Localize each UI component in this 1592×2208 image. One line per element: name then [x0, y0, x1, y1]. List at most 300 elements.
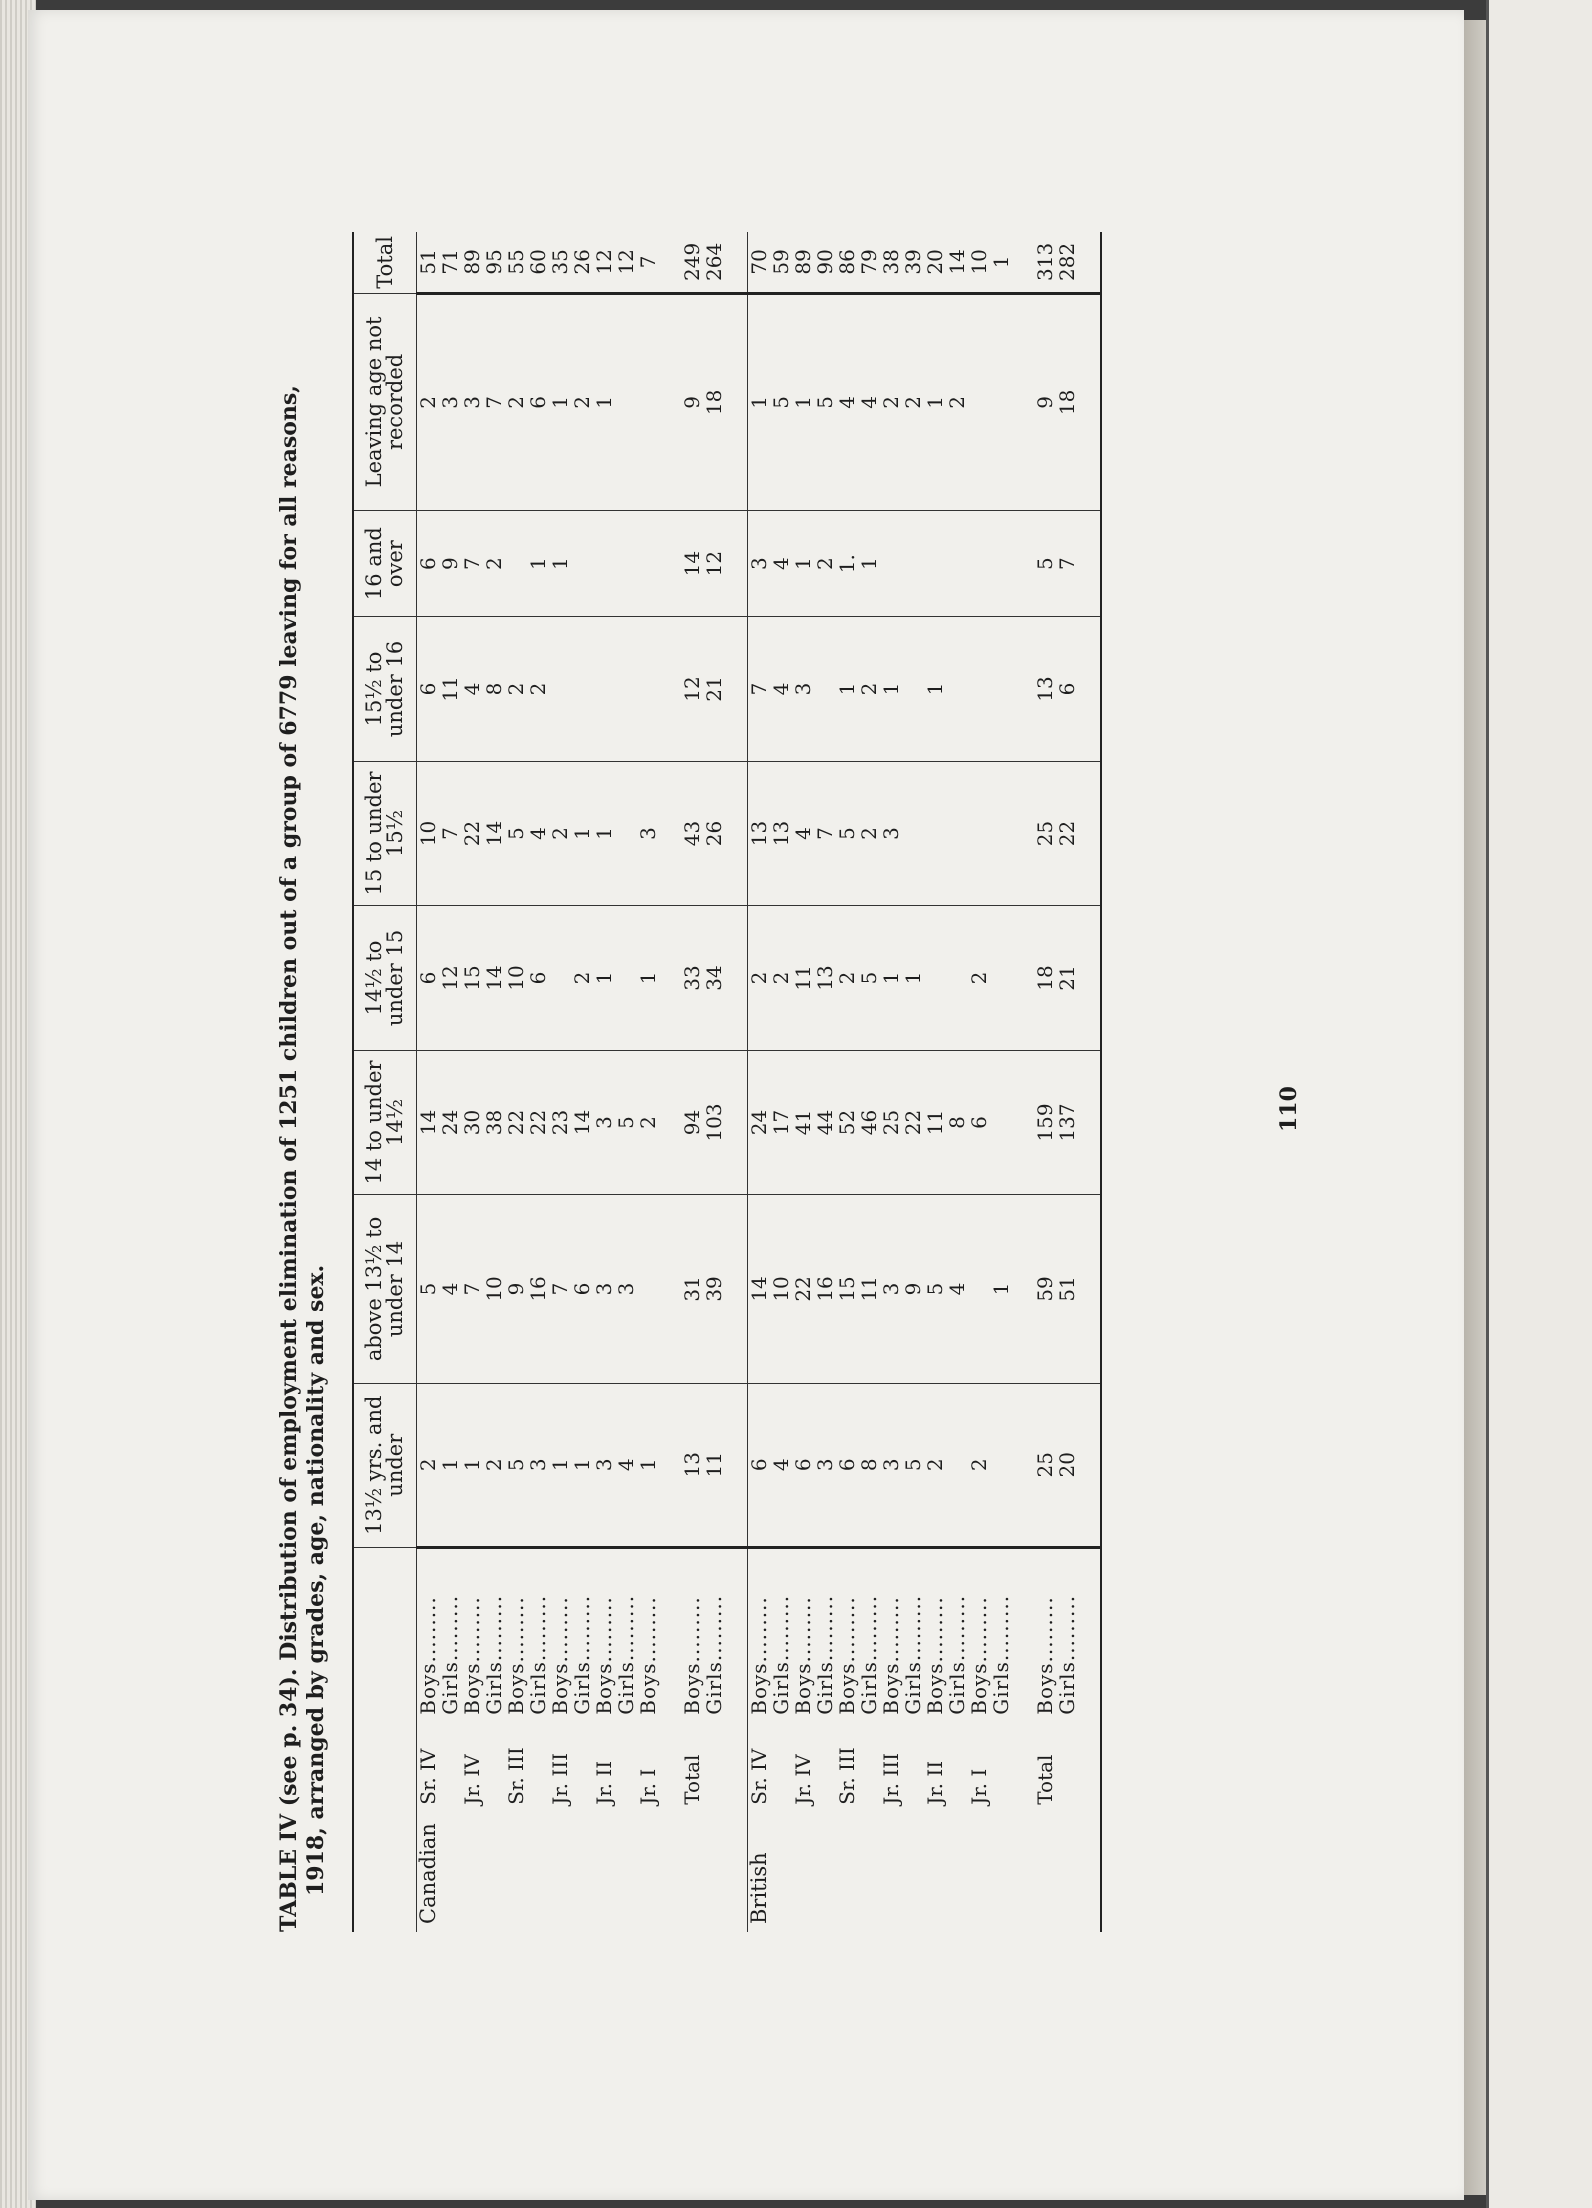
sex-label: Boys.........	[460, 1596, 484, 1715]
count-cell: 18	[1056, 293, 1078, 510]
spacer-cell	[1012, 1195, 1034, 1383]
count-cell: 14	[571, 1050, 593, 1195]
count-cell: 2	[858, 617, 880, 762]
table-row	[792, 232, 814, 1932]
count-cell: 20	[1056, 1383, 1078, 1547]
spacer-cell	[725, 761, 748, 906]
count-cell: 3	[615, 1195, 637, 1383]
sex-label: Girls.........	[482, 1594, 506, 1715]
count-cell: 6	[571, 1195, 593, 1383]
count-cell: 1	[748, 293, 771, 510]
table-row	[748, 232, 771, 1932]
table-row	[505, 232, 527, 1932]
count-cell: 7	[461, 1195, 483, 1383]
count-cell: 3	[461, 293, 483, 510]
count-cell: 4	[770, 617, 792, 762]
grade-label: Jr. III	[879, 1752, 903, 1805]
count-cell	[946, 617, 968, 762]
spacer-cell	[659, 293, 681, 510]
spacer-cell	[1078, 511, 1101, 617]
total-cell: 86	[836, 232, 858, 293]
total-cell: 35	[549, 232, 571, 293]
count-cell: 2	[946, 293, 968, 510]
count-cell: 2	[483, 511, 505, 617]
count-cell: 11	[703, 1383, 725, 1547]
total-cell: 51	[417, 232, 440, 293]
spacer-cell	[725, 1547, 748, 1721]
spacer-cell	[1078, 1721, 1101, 1811]
count-cell: 3	[593, 1195, 615, 1383]
count-cell: 12	[681, 617, 703, 762]
caption-line-2: 1918, arranged by grades, age, nationality and sex.	[303, 1264, 329, 1896]
count-cell: 33	[681, 906, 703, 1051]
header-age1: 13½ yrs. and under	[353, 1383, 417, 1547]
count-cell: 14	[483, 761, 505, 906]
table-row	[902, 232, 924, 1932]
sex-label: Boys.........	[416, 1596, 440, 1715]
grade-label: Sr. III	[504, 1747, 528, 1805]
spacer-row	[659, 232, 681, 1932]
count-cell: 16	[527, 1195, 549, 1383]
count-cell: 4	[858, 293, 880, 510]
facing-page	[1486, 0, 1592, 2208]
count-cell: 2	[483, 1383, 505, 1547]
count-cell: 25	[1034, 1383, 1056, 1547]
spacer-cell	[1012, 617, 1034, 762]
count-cell	[593, 511, 615, 617]
rotated-table-region	[276, 232, 1316, 1932]
count-cell: 10	[483, 1195, 505, 1383]
total-cell: 7	[637, 232, 659, 293]
count-cell	[924, 906, 946, 1051]
count-cell: 8	[858, 1383, 880, 1547]
count-cell	[990, 293, 1012, 510]
count-cell: 31	[681, 1195, 703, 1383]
grade-label: Total	[1033, 1754, 1057, 1805]
count-cell	[637, 293, 659, 510]
count-cell: 24	[748, 1050, 771, 1195]
count-cell: 39	[703, 1195, 725, 1383]
count-cell: 43	[681, 761, 703, 906]
count-cell: 3	[593, 1050, 615, 1195]
count-cell: 14	[748, 1195, 771, 1383]
count-cell: 2	[858, 761, 880, 906]
count-cell: 13	[770, 761, 792, 906]
total-cell: 14	[946, 232, 968, 293]
count-cell: 7	[814, 761, 836, 906]
table-row	[1034, 232, 1056, 1932]
count-cell: 2	[968, 1383, 990, 1547]
header-age8: Leaving age not recorded	[353, 293, 417, 510]
total-cell: 89	[461, 232, 483, 293]
grade-label: Total	[680, 1754, 704, 1805]
total-cell: 55	[505, 232, 527, 293]
count-cell	[615, 293, 637, 510]
spacer-cell	[659, 232, 681, 293]
count-cell	[990, 511, 1012, 617]
spacer-cell	[725, 1050, 748, 1195]
spacer-cell	[1078, 232, 1101, 293]
count-cell: 24	[439, 1050, 461, 1195]
sex-label: Girls.........	[945, 1594, 969, 1715]
count-cell: 3	[748, 511, 771, 617]
spacer-cell	[1012, 1050, 1034, 1195]
spacer-cell	[1078, 1050, 1101, 1195]
count-cell	[946, 1383, 968, 1547]
count-cell: 7	[483, 293, 505, 510]
page-number: 110	[1276, 1086, 1302, 1132]
total-cell: 95	[483, 232, 505, 293]
count-cell: 16	[814, 1195, 836, 1383]
count-cell	[880, 511, 902, 617]
spacer-cell	[725, 617, 748, 762]
count-cell	[946, 906, 968, 1051]
count-cell: 9	[1034, 293, 1056, 510]
count-cell	[637, 617, 659, 762]
count-cell: 6	[527, 906, 549, 1051]
spacer-cell	[725, 1383, 748, 1547]
spacer-cell	[1012, 1721, 1034, 1811]
spacer-cell	[725, 232, 748, 293]
sex-label: Girls.........	[702, 1594, 726, 1715]
count-cell	[924, 511, 946, 617]
count-cell: 1	[461, 1383, 483, 1547]
spacer-cell	[1012, 1547, 1034, 1721]
count-cell: 1	[880, 906, 902, 1051]
table-row	[968, 232, 990, 1932]
sex-label: Girls.........	[526, 1594, 550, 1715]
count-cell: 25	[1034, 761, 1056, 906]
spacer-row	[1012, 232, 1034, 1932]
count-cell: 1	[593, 761, 615, 906]
grade-label	[527, 1721, 549, 1811]
count-cell: 2	[836, 906, 858, 1051]
spacer-cell	[1012, 232, 1034, 293]
table-row	[681, 232, 703, 1932]
count-cell: 4	[527, 761, 549, 906]
count-cell: 2	[417, 293, 440, 510]
count-cell: 1	[637, 1383, 659, 1547]
total-cell: 59	[770, 232, 792, 293]
count-cell: 1	[593, 906, 615, 1051]
count-cell: 15	[461, 906, 483, 1051]
grade-label	[439, 1721, 461, 1811]
sex-label: Boys.........	[504, 1596, 528, 1715]
page-gutter-shadow	[1464, 20, 1486, 2195]
count-cell: 3	[814, 1383, 836, 1547]
count-cell: 159	[1034, 1050, 1056, 1195]
total-cell: 282	[1056, 232, 1078, 293]
total-cell: 264	[703, 232, 725, 293]
total-cell: 26	[571, 232, 593, 293]
total-cell: 39	[902, 232, 924, 293]
count-cell: 59	[1034, 1195, 1056, 1383]
sex-label: Girls.........	[901, 1594, 925, 1715]
count-cell: 5	[505, 1383, 527, 1547]
count-cell: 1	[439, 1383, 461, 1547]
count-cell: 11	[792, 906, 814, 1051]
caption-line-1: TABLE IV (see p. 34). Distribution of employment elimination of 1251 children out of a group of 6779 leaving for all reasons,	[276, 385, 302, 1932]
total-cell: 12	[593, 232, 615, 293]
total-cell: 90	[814, 232, 836, 293]
count-cell: 22	[505, 1050, 527, 1195]
count-cell	[814, 617, 836, 762]
total-cell: 70	[748, 232, 771, 293]
grade-label	[1056, 1721, 1078, 1811]
sex-label: Boys.........	[791, 1596, 815, 1715]
count-cell	[990, 1383, 1012, 1547]
count-cell: 1.	[836, 511, 858, 617]
count-cell: 4	[439, 1195, 461, 1383]
count-cell: 1	[571, 1383, 593, 1547]
table-row	[571, 232, 593, 1932]
sex-label: Girls.........	[769, 1594, 793, 1715]
count-cell: 5	[924, 1195, 946, 1383]
count-cell: 5	[417, 1195, 440, 1383]
count-cell: 46	[858, 1050, 880, 1195]
count-cell: 3	[792, 617, 814, 762]
count-cell: 10	[770, 1195, 792, 1383]
grade-label	[858, 1721, 880, 1811]
count-cell: 1	[902, 906, 924, 1051]
count-cell	[571, 511, 593, 617]
table-row	[990, 232, 1012, 1932]
table-row	[417, 232, 440, 1932]
count-cell	[968, 1195, 990, 1383]
count-cell: 6	[968, 1050, 990, 1195]
count-cell: 22	[902, 1050, 924, 1195]
count-cell: 13	[681, 1383, 703, 1547]
count-cell: 2	[571, 906, 593, 1051]
sex-label: Girls.........	[857, 1594, 881, 1715]
spacer-cell	[1012, 761, 1034, 906]
count-cell: 23	[549, 1050, 571, 1195]
count-cell	[968, 617, 990, 762]
count-cell: 10	[417, 761, 440, 906]
count-cell: 8	[946, 1050, 968, 1195]
count-cell: 137	[1056, 1050, 1078, 1195]
spacer-cell	[1078, 906, 1101, 1051]
count-cell: 6	[836, 1383, 858, 1547]
count-cell: 5	[814, 293, 836, 510]
spacer-cell	[1078, 617, 1101, 762]
total-cell: 1	[990, 232, 1012, 293]
count-cell: 3	[439, 293, 461, 510]
count-cell: 7	[549, 1195, 571, 1383]
table-row	[527, 232, 549, 1932]
count-cell: 13	[1034, 617, 1056, 762]
count-cell: 2	[571, 293, 593, 510]
count-cell: 9	[505, 1195, 527, 1383]
table-row	[461, 232, 483, 1932]
count-cell: 3	[593, 1383, 615, 1547]
count-cell: 7	[461, 511, 483, 617]
count-cell: 103	[703, 1050, 725, 1195]
count-cell: 44	[814, 1050, 836, 1195]
count-cell	[924, 761, 946, 906]
count-cell: 2	[968, 906, 990, 1051]
count-cell: 1	[792, 511, 814, 617]
count-cell: 5	[615, 1050, 637, 1195]
spacer-cell	[659, 617, 681, 762]
total-cell: 249	[681, 232, 703, 293]
grade-label: Sr. IV	[748, 1721, 771, 1811]
sex-label: Boys.........	[748, 1547, 771, 1721]
count-cell: 3	[880, 761, 902, 906]
count-cell	[615, 906, 637, 1051]
count-cell: 11	[439, 617, 461, 762]
count-cell: 1	[792, 293, 814, 510]
header-age5: 15 to under 15½	[353, 761, 417, 906]
count-cell: 12	[703, 511, 725, 617]
sex-label: Boys.........	[879, 1596, 903, 1715]
spacer-cell	[659, 906, 681, 1051]
count-cell: 1	[880, 617, 902, 762]
count-cell: 2	[505, 293, 527, 510]
count-cell: 25	[880, 1050, 902, 1195]
count-cell: 4	[946, 1195, 968, 1383]
count-cell: 11	[924, 1050, 946, 1195]
count-cell: 17	[770, 1050, 792, 1195]
grade-label	[990, 1721, 1012, 1811]
sex-label: Girls.........	[614, 1594, 638, 1715]
header-age7: 16 and over	[353, 511, 417, 617]
table-caption	[276, 232, 330, 1932]
count-cell: 26	[703, 761, 725, 906]
grade-label: Jr. III	[548, 1752, 572, 1805]
count-cell: 5	[836, 761, 858, 906]
grade-label: Jr. II	[592, 1760, 616, 1805]
sex-label: Girls.........	[1055, 1594, 1079, 1715]
spacer-cell	[1012, 906, 1034, 1051]
count-cell	[505, 511, 527, 617]
spacer-row	[1078, 232, 1101, 1932]
nationality-label: British	[748, 1811, 1102, 1932]
table-row	[836, 232, 858, 1932]
count-cell: 52	[836, 1050, 858, 1195]
header-age3: 14 to under 14½	[353, 1050, 417, 1195]
count-cell: 38	[483, 1050, 505, 1195]
sex-label: Boys.........	[548, 1596, 572, 1715]
grade-label	[615, 1721, 637, 1811]
table-row	[814, 232, 836, 1932]
count-cell: 6	[1056, 617, 1078, 762]
count-cell: 6	[417, 617, 440, 762]
count-cell: 9	[681, 293, 703, 510]
count-cell	[593, 617, 615, 762]
grade-label	[483, 1721, 505, 1811]
count-cell: 4	[615, 1383, 637, 1547]
count-cell: 4	[792, 761, 814, 906]
count-cell: 6	[748, 1383, 771, 1547]
spacer-cell	[659, 761, 681, 906]
count-cell	[549, 617, 571, 762]
spacer-cell	[659, 511, 681, 617]
count-cell: 1	[571, 761, 593, 906]
sex-label: Boys.........	[680, 1596, 704, 1715]
count-cell: 34	[703, 906, 725, 1051]
count-cell: 22	[461, 761, 483, 906]
count-cell: 9	[902, 1195, 924, 1383]
count-cell: 1	[637, 906, 659, 1051]
count-cell: 6	[792, 1383, 814, 1547]
total-cell: 38	[880, 232, 902, 293]
table-row	[593, 232, 615, 1932]
sex-label: Boys.........	[592, 1596, 616, 1715]
count-cell: 18	[703, 293, 725, 510]
count-cell: 2	[924, 1383, 946, 1547]
sex-label: Girls.........	[989, 1594, 1013, 1715]
total-cell: 71	[439, 232, 461, 293]
nationality-label: Canadian	[416, 1823, 440, 1924]
count-cell: 2	[637, 1050, 659, 1195]
table-row	[858, 232, 880, 1932]
count-cell: 1	[836, 617, 858, 762]
count-cell: 94	[681, 1050, 703, 1195]
grade-label	[770, 1721, 792, 1811]
count-cell	[990, 617, 1012, 762]
count-cell: 11	[858, 1195, 880, 1383]
spacer-cell	[725, 1195, 748, 1383]
count-cell	[968, 761, 990, 906]
grade-label: Jr. I	[967, 1768, 991, 1805]
count-cell: 22	[1056, 761, 1078, 906]
employment-elimination-table	[352, 232, 1102, 1932]
header-row	[353, 232, 417, 1932]
sex-label: Girls.........	[813, 1594, 837, 1715]
spacer-cell	[1078, 1195, 1101, 1383]
count-cell	[637, 511, 659, 617]
count-cell: 1	[549, 1383, 571, 1547]
sex-label: Boys.........	[923, 1596, 947, 1715]
table-row	[1056, 232, 1078, 1932]
count-cell: 2	[527, 617, 549, 762]
spacer-cell	[659, 1547, 681, 1721]
count-cell: 5	[858, 906, 880, 1051]
total-cell: 20	[924, 232, 946, 293]
count-cell	[615, 617, 637, 762]
sex-label: Boys.........	[835, 1596, 859, 1715]
grade-label	[946, 1721, 968, 1811]
count-cell: 13	[814, 906, 836, 1051]
spacer-cell	[725, 511, 748, 617]
count-cell: 14	[417, 1050, 440, 1195]
count-cell: 41	[792, 1050, 814, 1195]
table-row	[615, 232, 637, 1932]
count-cell: 14	[681, 511, 703, 617]
count-cell: 3	[637, 761, 659, 906]
count-cell	[990, 761, 1012, 906]
count-cell: 6	[417, 511, 440, 617]
count-cell	[946, 761, 968, 906]
count-cell: 4	[836, 293, 858, 510]
header-age4: 14½ to under 15	[353, 906, 417, 1051]
count-cell: 1	[549, 293, 571, 510]
count-cell: 3	[880, 1195, 902, 1383]
count-cell: 22	[527, 1050, 549, 1195]
count-cell	[902, 511, 924, 617]
spacer-cell	[1078, 1547, 1101, 1721]
count-cell: 2	[880, 293, 902, 510]
count-cell: 2	[417, 1383, 440, 1547]
count-cell: 13	[748, 761, 771, 906]
count-cell	[615, 761, 637, 906]
count-cell: 2	[549, 761, 571, 906]
count-cell: 1	[990, 1195, 1012, 1383]
table-row	[703, 232, 725, 1932]
sex-label: Girls.........	[438, 1594, 462, 1715]
count-cell: 2	[748, 906, 771, 1051]
